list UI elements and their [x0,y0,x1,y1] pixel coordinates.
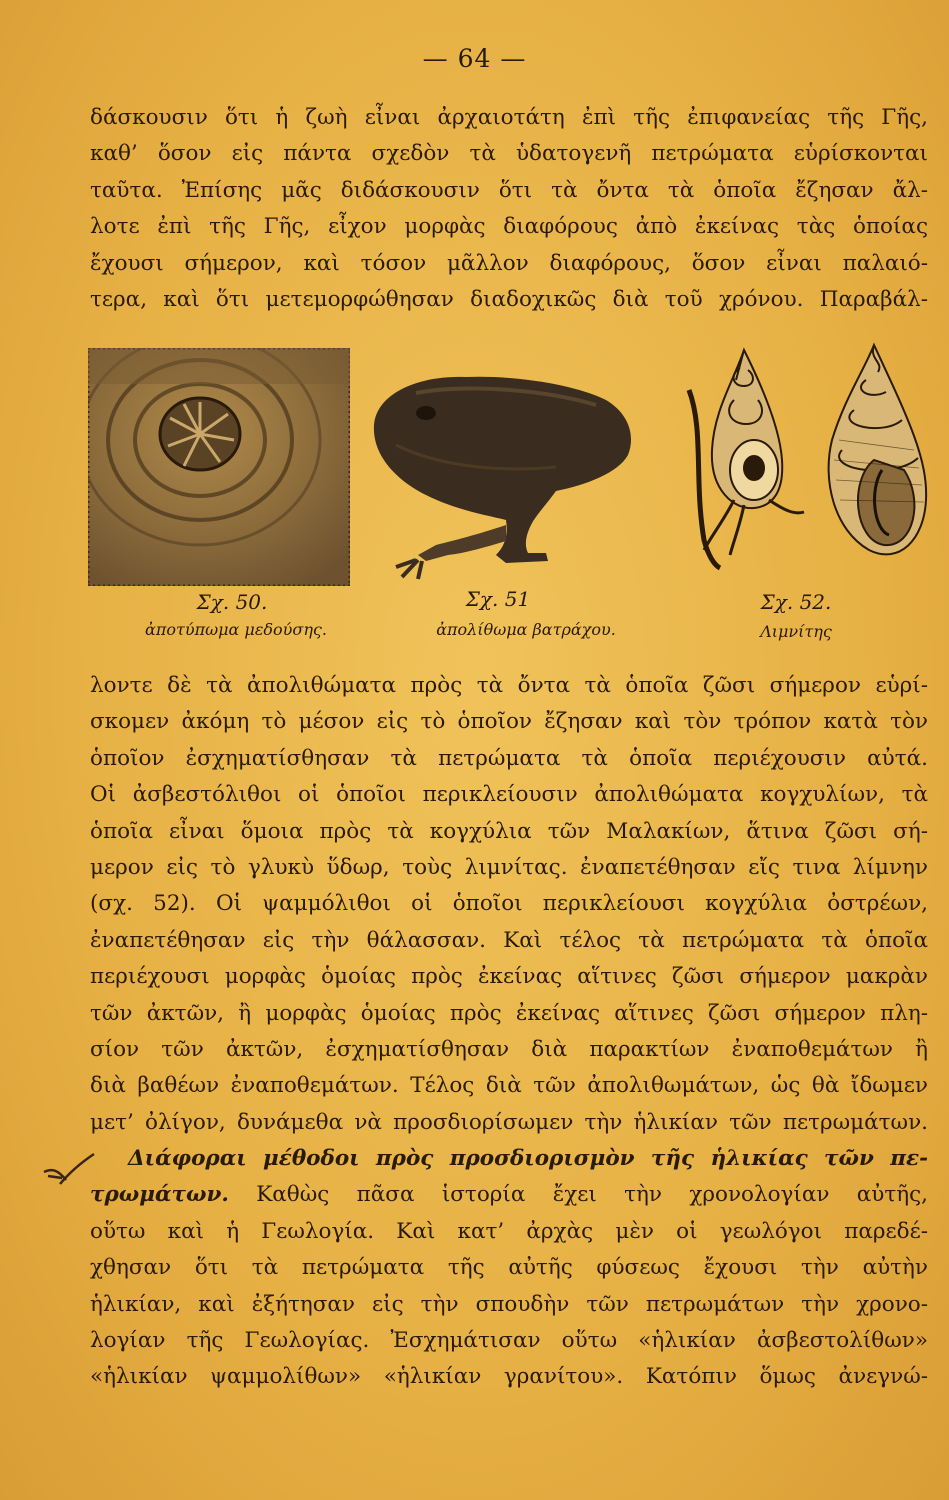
text-line [90,1177,928,1213]
text-line: διὰ βαθέων ἐναποθεμάτων. Τέλος διὰ τῶν ἀπολιθωμάτων, ὡς θὰ ἴδωμεν [90,1073,928,1099]
section-title: Διάφοραι μέθοδοι πρὸς προσδιορισμὸν τῆς ἡλικίας τῶν πε- [128,1146,928,1172]
text-line: δάσκουσιν ὅτι ἡ ζωὴ εἶναι ἀρχαιοτάτη ἐπὶ τῆς ἐπιφανείας τῆς Γῆς, [90,105,928,130]
handwritten-check-mark [38,1150,98,1190]
text-line: οὕτω καὶ ἡ Γεωλογία. Καὶ κατ’ ἀρχὰς μὲν οἱ γεωλόγοι παρεδέ- [90,1218,928,1244]
text-line: ὁποῖον ἐσχηματίσθησαν τὰ πετρώματα τὰ ὁποῖα περιέχουσιν αὐτά. [90,745,928,771]
text-line: λοντε δὲ τὰ ἀπολιθώματα πρὸς τὰ ὄντα τὰ ὁποῖα ζῶσι σήμερον εὑρί- [90,673,928,698]
figure-50-caption: ἀποτύπωμα μεδούσης. [145,620,327,639]
text-line: (σχ. 52). Οἱ ψαμμόλιθοι οἱ ὁποῖοι περικλείουσι κογχύλια ὀστρέων, [90,891,928,917]
text-line: ἔχουσι σήμερον, καὶ τόσον μᾶλλον διαφόρους, ὅσον εἶναι παλαιό- [90,250,928,276]
text-line: «ἡλικίαν ψαμμολίθων» «ἡλικίαν γρανίτου». Κατόπιν ὅμως ἀνεγνώ- [90,1364,928,1390]
paragraph-top [90,100,928,318]
text-line: καθ’ ὅσον εἰς πάντα σχεδὸν τὰ ὑδατογενῆ πετρώματα εὑρίσκονται [90,141,928,167]
text-line: ἡλικίαν, καὶ ἐξήτησαν εἰς τὴν σπουδὴν τῶν πετρωμάτων τὴν χρονο- [90,1291,928,1317]
text-line: ὁποῖα εἶναι ὅμοια πρὸς τὰ κογχύλια τῶν Μαλακίων, ἅτινα ζῶσι σή- [90,818,928,844]
figure-52-caption: Λιμνίτης [760,622,832,641]
text-line: σίον τῶν ἀκτῶν, ἐσχηματίσθησαν διὰ παρακτίων ἐναποθεμάτων ἢ [90,1036,928,1062]
page-number: — 64 — [422,44,527,73]
text-line: λογίαν τῆς Γεωλογίας. Ἐσχημάτισαν οὕτω «ἡλικίαν ἀσβεστολίθων» [90,1328,928,1354]
text-line: μερον εἰς τὸ γλυκὺ ὕδωρ, τοὺς λιμνίτας. ἐναπετέθησαν εἴς τινα λίμνην [90,854,928,880]
jellyfish-imprint-image [88,348,350,586]
snail-shells-image [674,340,936,585]
text-line: ἐναπετέθησαν εἰς τὴν θάλασσαν. Καὶ τέλος τὰ πετρώματα τὰ ὁποῖα [90,927,928,953]
section-title-end: τρωμάτων. [90,1182,229,1208]
text-line: σκομεν ἀκόμη τὸ μέσον εἰς τὸ ὁποῖον ἔζησαν καὶ τὸν τρόπον κατὰ τὸν [90,709,928,735]
figure-51-number: Σχ. 51 [465,587,531,611]
figure-50-number: Σχ. 50. [196,590,268,614]
figure-52-number: Σχ. 52. [760,590,832,614]
figure-51-caption: ἀπολίθωμα βατράχου. [436,620,616,639]
text-line: τῶν ἀκτῶν, ἢ μορφὰς ὁμοίας πρὸς ἐκείνας αἵτινες ζῶσι σήμερον πλη- [90,1000,928,1026]
fossil-frog-image [356,355,646,585]
text-line: χθησαν ὅτι τὰ πετρώματα τῆς αὐτῆς φύσεως ἔχουσι τὴν αὐτὴν [90,1255,928,1281]
text-line: περιέχουσι μορφὰς ὁμοίας πρὸς ἐκείνας αἵτινες ζῶσι σήμερον μακρὰν [90,964,928,990]
text-line: Οἱ ἀσβεστόλιθοι οἱ ὁποῖοι περικλείουσιν ἀπολιθώματα κογχυλίων, τὰ [90,782,928,808]
text-line: μετ’ ὀλίγον, δυνάμεθα νὰ προσδιορίσωμεν τὴν ἡλικίαν τῶν πετρωμάτων. [90,1109,928,1135]
text-span: Καθὼς πᾶσα ἱστορία ἔχει τὴν χρονολογίαν αὐτῆς, [228,1182,928,1208]
figures-row [86,340,936,640]
text-line: τερα, καὶ ὅτι μετεμορφώθησαν διαδοχικῶς διὰ τοῦ χρόνου. Παραβάλ- [90,286,928,312]
text-line: λοτε ἐπὶ τῆς Γῆς, εἶχον μορφὰς διαφόρους ἀπὸ ἐκείνας τὰς ὁποίας [90,214,928,240]
text-line: ταῦτα. Ἐπίσης μᾶς διδάσκουσιν ὅτι τὰ ὄντα τὰ ὁποῖα ἔζησαν ἄλ- [90,177,928,203]
paragraph-main [90,668,928,1396]
